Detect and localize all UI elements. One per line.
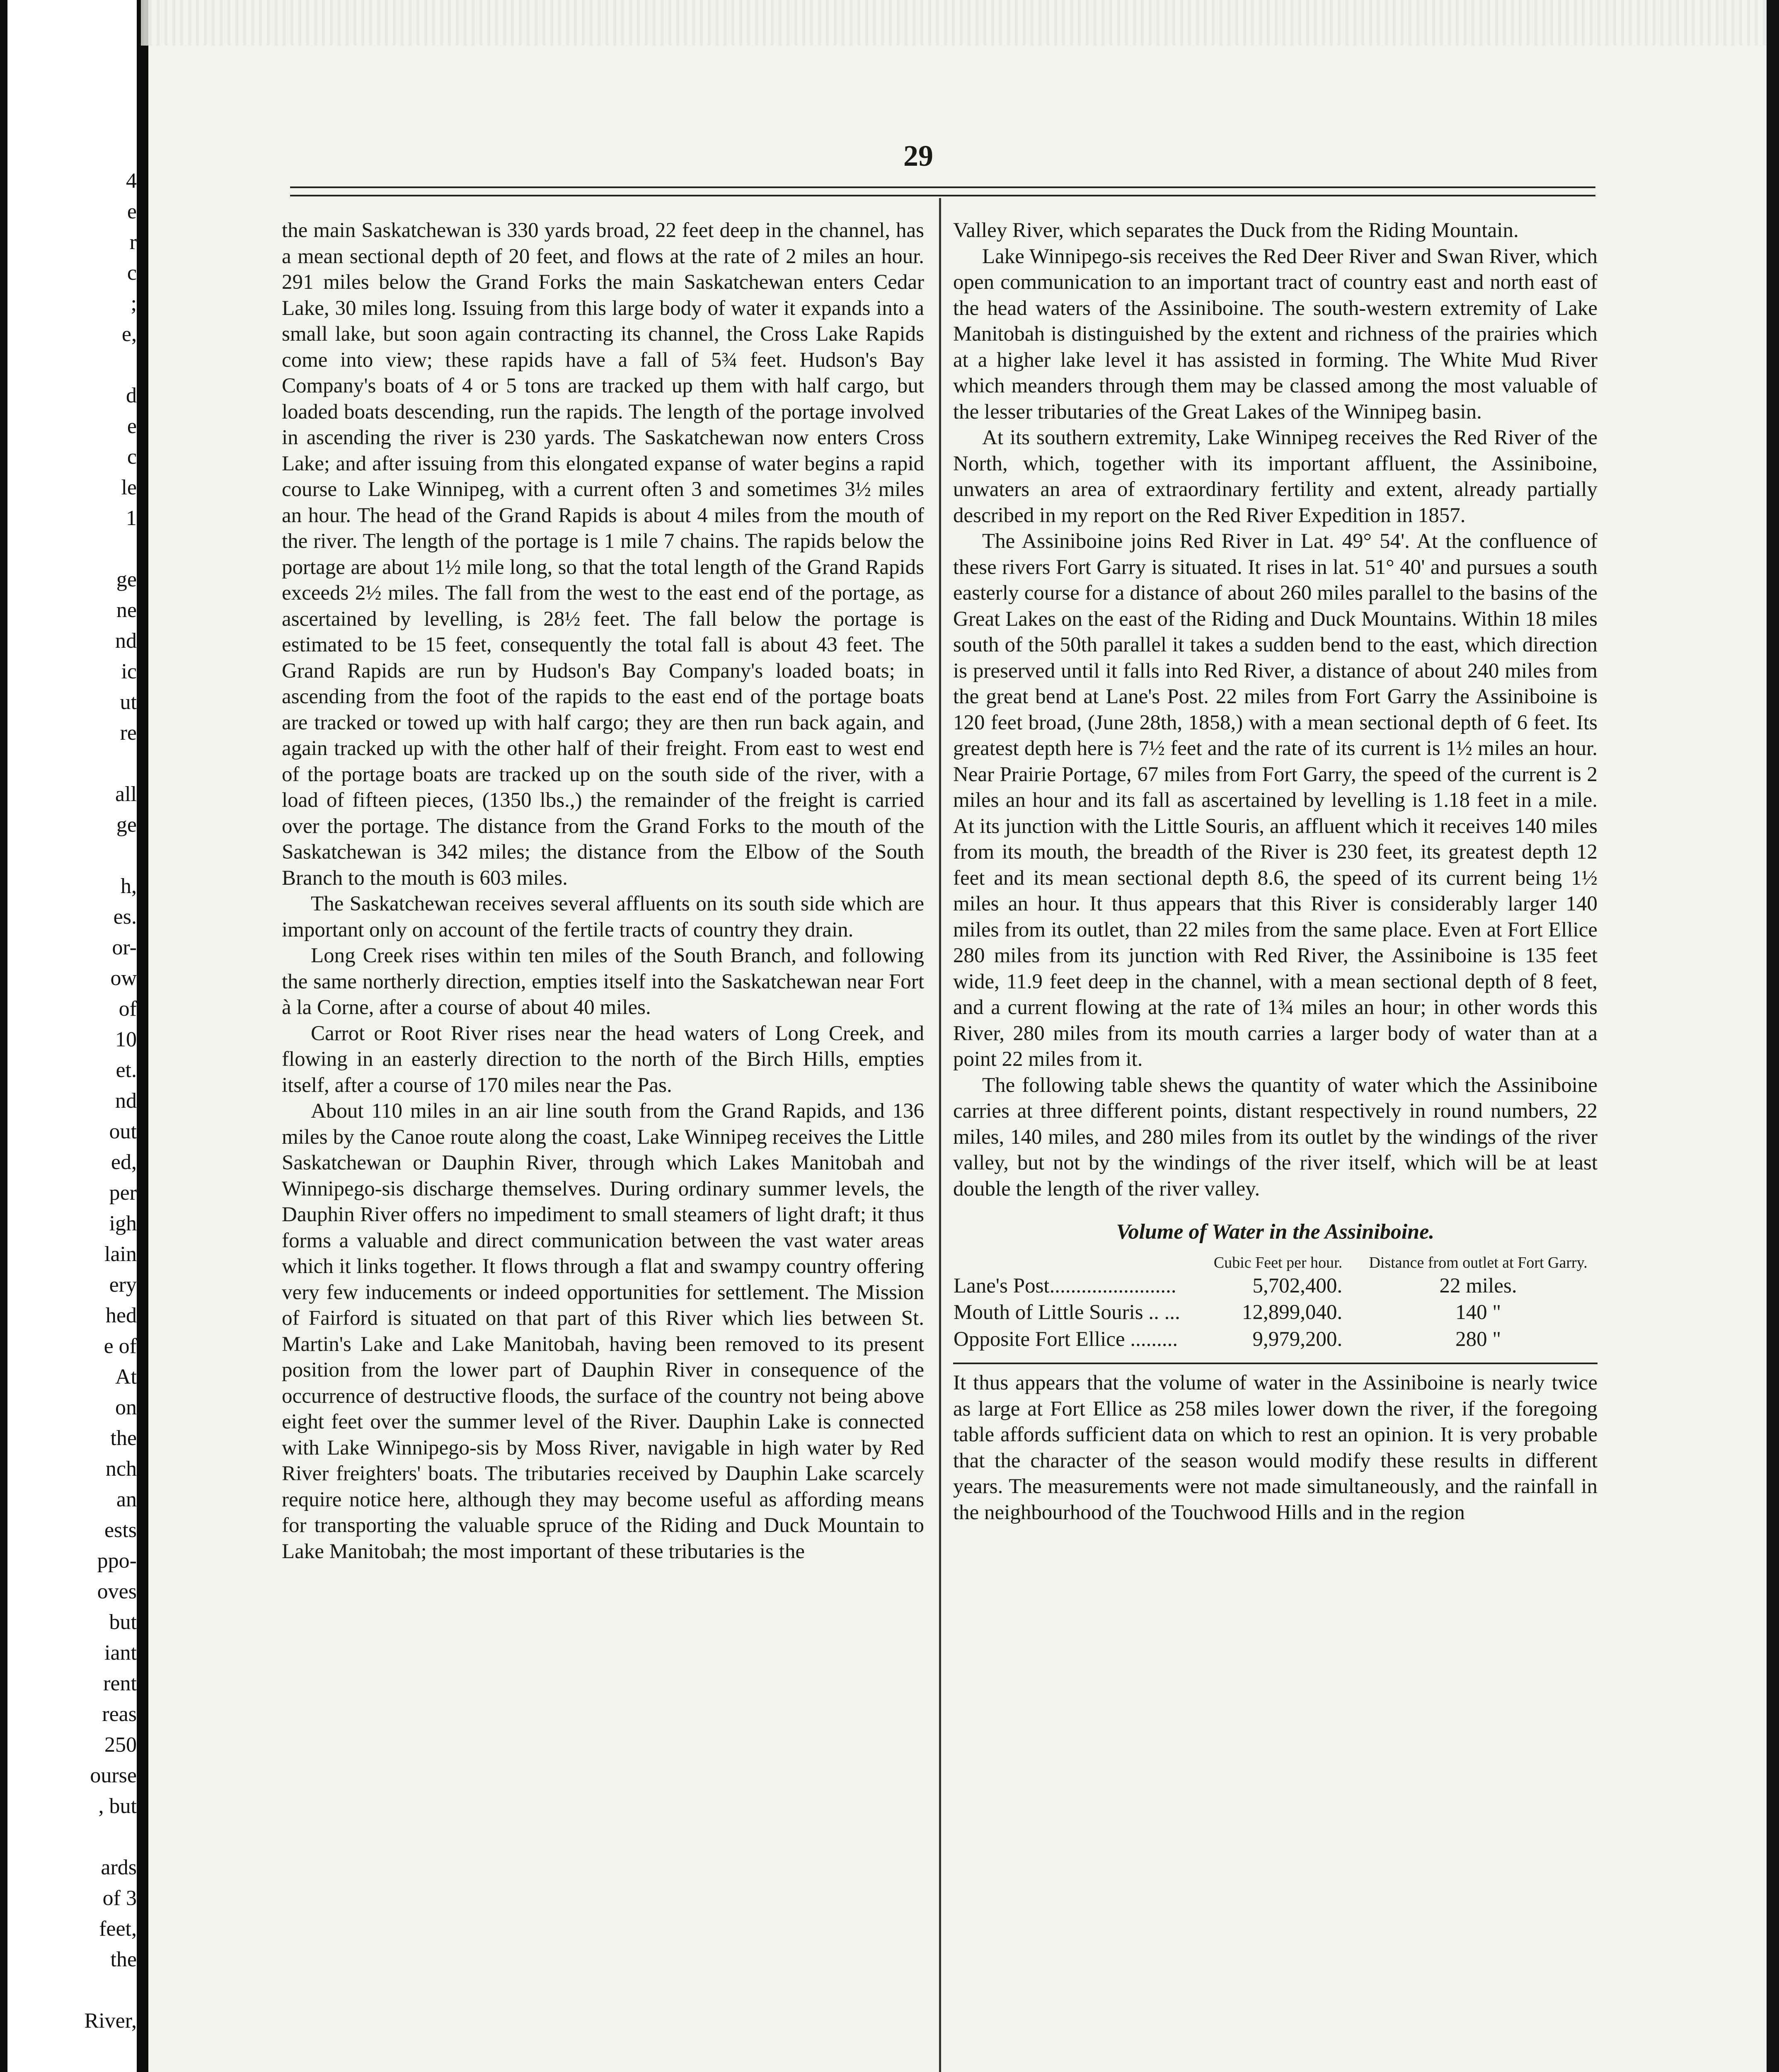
bleed-fragment: 10 (115, 1028, 137, 1051)
table-rule (953, 1363, 1597, 1364)
bleed-fragment: all (115, 782, 137, 806)
bleed-fragment (7, 1822, 137, 1852)
bleed-fragment: ests (104, 1518, 137, 1542)
table-cell: 9,979,200. (1252, 1327, 1343, 1351)
scan-border-left (0, 0, 7, 2072)
bleed-fragment: ow (110, 966, 137, 990)
bleed-fragment: 250 (104, 1733, 137, 1757)
bleed-fragment: hed (105, 1304, 137, 1327)
paragraph: The Assiniboine joins Red River in Lat. 49° 54'. At the confluence of these rivers Fort Garry is situated. It rises in lat. 51° 40' and pursues a south easterly course for a distance of about 260 miles parallel to the basins of the Great Lakes on the east of the Riding and Duck Mountains. Within 18 miles south of the 50th parallel it takes a sudden bend to the east, which direction is preserved until it falls into Red River, a distance of about 240 miles from the great bend at Lane's Post. 22 miles from Fort Garry the Assiniboine is 120 feet broad, (June 28th, 1858,) with a mean sectional depth of 6 feet. Its greatest depth here is 7½ feet and the rate of its current is 1½ miles an hour. Near Prairie Portage, 67 miles from Fort Garry, the speed of the current is 2 miles an hour and its fall as ascertained by levelling is 1.18 feet in a mile. At its junction with the Little Souris, an affluent which it receives 140 miles from its mouth, the breadth of the River is 230 feet, its greatest depth 12 feet and its mean sectional depth 8.6, the speed of its current being 1½ miles an hour. It thus appears that this River is considerably larger 140 miles from its outlet, than 22 miles from the same place. Even at Fort Ellice 280 miles from its junction with Red River, the Assiniboine is 135 feet wide, 11.9 feet deep in the channel, with a mean sectional depth of 8 feet, and a current flowing at the rate of 1¾ miles an hour; in other words this River, 280 miles from its mouth carries a larger body of water than at a point 22 miles from it. (953, 530, 1597, 1071)
bleed-fragment: the (110, 1426, 137, 1450)
bleed-fragment: rent (103, 1672, 137, 1695)
bleed-fragment: lain (104, 1242, 137, 1266)
paragraph: The Saskatchewan receives several affluents on its south side which are important only on account of the fertile tracts of country they drain. (282, 892, 924, 942)
bleed-fragment: feet, (99, 1917, 137, 1941)
table-cell: 5,702,400. (1252, 1274, 1343, 1297)
bleed-fragment: out (109, 1120, 137, 1143)
bleed-fragment: ge (116, 813, 137, 837)
bleed-fragment: ge (116, 568, 137, 591)
table-cell: 12,899,040. (1242, 1301, 1343, 1324)
bleed-fragment: 1 (126, 506, 137, 530)
facing-page-bleed-text (7, 166, 137, 2036)
bleed-fragment (7, 748, 137, 779)
bleed-fragment: per (109, 1181, 137, 1205)
bleed-fragment: es. (113, 905, 137, 929)
bleed-fragment: ppo- (97, 1549, 137, 1573)
header-rule-bottom (290, 195, 1595, 196)
table-cell: 22 miles. (1439, 1274, 1517, 1297)
bleed-fragment: an (116, 1488, 137, 1511)
page-number: 29 (903, 139, 933, 172)
bleed-fragment: ed, (111, 1150, 137, 1174)
scan-noise-top (141, 0, 1767, 46)
bleed-fragment: r (129, 230, 137, 254)
table-cell: Lane's Post........................ (954, 1274, 1176, 1297)
bleed-fragment: but (109, 1610, 137, 1634)
paragraph: Valley River, which separates the Duck from the Riding Mountain. (953, 219, 1519, 242)
bleed-fragment: ery (109, 1273, 137, 1297)
water-volume-table (953, 1253, 1597, 1353)
bleed-fragment: ne (116, 598, 137, 622)
bleed-fragment (7, 840, 137, 871)
table-header (953, 1253, 1201, 1273)
bleed-fragment: ut (120, 690, 137, 714)
bleed-fragment: ic (121, 660, 137, 683)
bleed-fragment: c (127, 445, 137, 469)
table-row (953, 1273, 1597, 1300)
bleed-fragment (7, 1975, 137, 2006)
page-gutter-shadow (137, 0, 148, 2072)
table-cell: 140 " (1455, 1301, 1501, 1324)
bleed-fragment: le (121, 476, 137, 499)
bleed-fragment: the (110, 1948, 137, 1971)
paragraph: the main Saskatchewan is 330 yards broad, 22 feet deep in the channel, has a mean sectional depth of 20 feet, and flows at the rate of 2 miles an hour. 291 miles below the Grand Forks the main Saskatchewan enters Cedar Lake, 30 miles long. Issuing from this large body of water it expands into a small lake, but soon again contracting its channel, the Cross Lake Rapids come into view; these rapids have a fall of 5¾ feet. Hudson's Bay Company's boats of 4 or 5 tons are tracked up them with half cargo, but loaded boats descending, run the rapids. The length of the portage involved in ascending the river is 230 yards. The Saskatchewan now enters Cross Lake; and after issuing from this elongated expanse of water begins a rapid course to Lake Winnipeg, with a current often 3 and sometimes 3½ miles an hour. The head of the Grand Rapids is about 4 miles from the mouth of the river. The length of the portage is 1 mile 7 chains. The rapids below the portage are about 1½ mile long, so that the total length of the Grand Rapids exceeds 2½ miles. The fall from the west to the east end of the portage, as ascertained by levelling, is 28½ feet. The fall below the portage is estimated to be 15 feet, consequently the total fall is about 43 feet. The Grand Rapids are run by Hudson's Bay Company's loaded boats; in ascending from the foot of the rapids to the east end of the portage boats are tracked or towed up with half cargo; they are then run back again, and again tracked up with the other half of their freight. From east to west end of the portage boats are tracked up on the south side of the river, with a load of fifteen pieces, (1350 lbs.,) the remainder of the freight is carried over the portage. The distance from the Grand Forks to the mouth of the Saskatchewan is 342 miles; the distance from the Elbow of the South Branch to the mouth is 603 miles. (282, 219, 924, 890)
paragraph: Carrot or Root River rises near the head waters of Long Creek, and flowing in an easterly direction to the north of the Birch Hills, empties itself, after a course of 170 miles near the Pas. (282, 1021, 924, 1097)
bleed-fragment: et. (116, 1058, 137, 1082)
bleed-fragment: igh (109, 1212, 137, 1235)
bleed-fragment: nd (115, 629, 137, 653)
paragraph: It thus appears that the volume of water in the Assiniboine is nearly twice as large at Fort Ellice as 258 miles lower down the river, if the foregoing table affords sufficient data on which to rest an opinion. It is very probable that the character of the season would modify these results in different years. The measurements were not made simultaneously, and the rainfall in the neighbourhood of the Touchwood Hills and in the region (953, 1371, 1597, 1524)
bleed-fragment: ourse (90, 1764, 137, 1787)
header-rule-top (290, 186, 1595, 188)
bleed-fragment: nch (105, 1457, 137, 1481)
table-header: Cubic Feet per hour. (1213, 1254, 1343, 1271)
bleed-fragment: of 3 (102, 1886, 137, 1910)
bleed-fragment (7, 350, 137, 380)
bleed-fragment: of (119, 997, 137, 1021)
table-header: Distance from outlet at Fort Garry. (1369, 1254, 1588, 1271)
bleed-fragment: re (120, 721, 137, 745)
bleed-fragment: c (127, 261, 137, 285)
bleed-fragment: e, (121, 322, 137, 346)
table-cell: Opposite Fort Ellice ......... (954, 1327, 1178, 1351)
table-title: Volume of Water in the Assiniboine. (1116, 1220, 1435, 1244)
bleed-fragment: nd (115, 1089, 137, 1113)
bleed-fragment: At (115, 1365, 137, 1389)
bleed-fragment: reas (102, 1702, 137, 1726)
paragraph: The following table shews the quantity of water which the Assiniboine carries at three different points, distant respectively in round numbers, 22 miles, 140 miles, and 280 miles from its outlet by the windings of the river valley, but not by the windings of the river itself, which will be at least double the length of the river valley. (953, 1073, 1597, 1201)
scan-border-right (1767, 0, 1779, 2072)
column-separator (939, 198, 941, 2072)
paragraph: At its southern extremity, Lake Winnipeg receives the Red River of the North, which, together with its important affluent, the Assiniboine, unwaters an area of extraordinary fertility and extent, already partially described in my report on the Red River Expedition in 1857. (953, 426, 1597, 527)
bleed-fragment: River, (84, 2009, 137, 2033)
bleed-fragment: e (127, 414, 137, 438)
bleed-fragment: on (115, 1396, 137, 1419)
bleed-fragment: , but (98, 1794, 137, 1818)
bleed-fragment: e (127, 200, 137, 223)
left-column (282, 218, 924, 1564)
bleed-fragment: 4 (126, 169, 137, 193)
bleed-fragment: d (126, 384, 137, 407)
right-column (953, 218, 1597, 1525)
bleed-fragment: or- (112, 936, 137, 959)
bleed-fragment: iant (104, 1641, 137, 1665)
table-cell: 280 " (1455, 1327, 1501, 1351)
table-row (953, 1326, 1597, 1353)
bleed-fragment: ; (131, 292, 137, 315)
paragraph: About 110 miles in an air line south from the Grand Rapids, and 136 miles by the Canoe route along the coast, Lake Winnipeg receives the Little Saskatchewan or Dauphin River, through which Lakes Manitobah and Winnipego-sis discharge themselves. During ordinary summer levels, the Dauphin River offers no impediment to small steamers of light draft; it thus forms a valuable and direct communication between the vast water areas which it links together. It flows through a flat and swampy country offering very few inducements or indeed opportunities for settlement. The Mission of Fairford is situated on that part of this River which lies between St. Martin's Lake and Lake Manitobah, having been removed to its present position from the lower part of Dauphin River in consequence of the occurrence of destructive floods, the surface of the country not being above eight feet over the summer level of the River. Dauphin Lake is connected with Lake Winnipego-sis by Moss River, navigable in high water by Red River freighters' boats. The tributaries received by Dauphin Lake scarcely require notice here, although they may become useful as affording means for transporting the valuable spruce of the Riding and Duck Mountain to Lake Manitobah; the most important of these tributaries is the (282, 1099, 924, 1563)
bleed-fragment: e of (104, 1334, 137, 1358)
bleed-fragment: h, (121, 874, 137, 898)
bleed-fragment: oves (97, 1580, 137, 1603)
table-cell: Mouth of Little Souris .. ... (954, 1301, 1180, 1324)
paragraph: Lake Winnipego-sis receives the Red Deer River and Swan River, which open communication to an important tract of country east and north east of the head waters of the Assiniboine. The south-western extremity of Lake Manitobah is distinguished by the extent and richness of the prairies which at a higher lake level it has assisted in forming. The White Mud River which meanders through them may be classed among the most valuable of the lesser tributaries of the Great Lakes of the Winnipeg basin. (953, 244, 1597, 424)
paragraph: Long Creek rises within ten miles of the South Branch, and following the same northerly direction, empties itself into the Saskatchewan near Fort à la Corne, after a course of about 40 miles. (282, 944, 924, 1019)
table-row (953, 1299, 1597, 1326)
bleed-fragment (7, 534, 137, 564)
bleed-fragment: ards (101, 1856, 137, 1879)
